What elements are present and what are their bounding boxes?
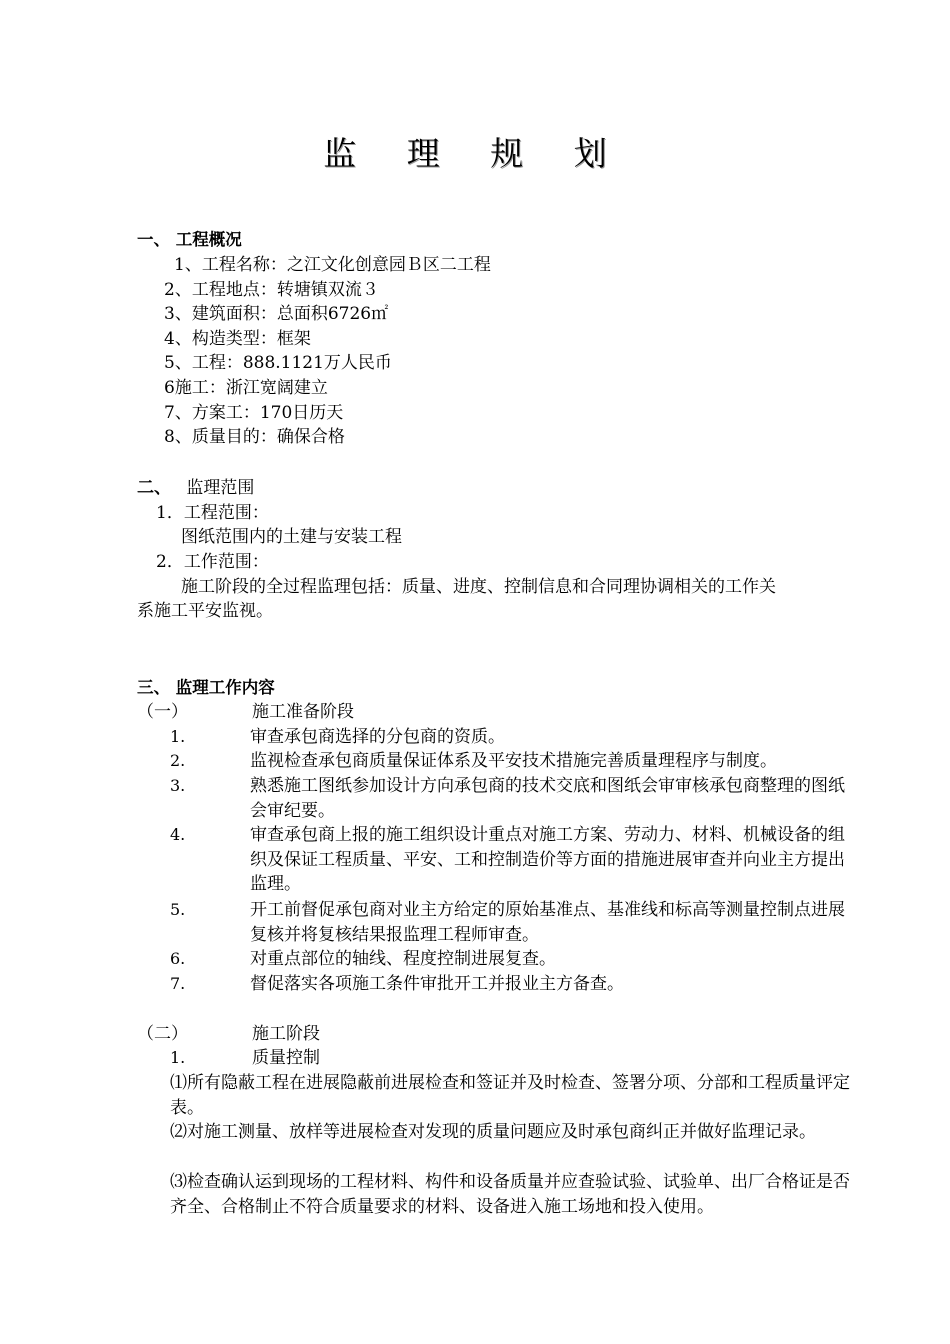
item-number: 3. [170,776,186,795]
list-item: 熟悉施工图纸参加设计方向承包商的技术交底和图纸会审审核承包商整理的图纸会审纪要。 [250,776,845,821]
job-scope-text: 系施工平安监视。 [137,601,273,621]
page-title: 监 理 规 划 [323,134,627,173]
part-1-title: 施工准备阶段 [252,702,354,722]
project-item: 8、质量目的：确保合格 [164,427,345,447]
quality-control-title: 质量控制 [252,1048,320,1068]
item-number: 4. [170,825,186,844]
paragraph: ⑴所有隐蔽工程在进展隐蔽前进展检查和签证并及时检查、签署分项、分部和工程质量评定表。 [170,1073,850,1118]
list-item: 监视检查承包商质量保证体系及平安技术措施完善质量理程序与制度。 [250,751,777,771]
list-item: 审查承包商选择的分包商的资质。 [250,727,505,747]
project-item: 6施工：浙江宽阔建立 [164,378,328,398]
job-scope-label: 2．工作范围： [156,552,269,572]
list-item: 对重点部位的轴线、程度控制进展复查。 [250,949,556,969]
part-2-label: （二） [137,1024,188,1044]
list-item: 开工前督促承包商对业主方给定的原始基准点、基准线和标高等测量控制点进展复核并将复核结果报监理工程师审查。 [250,900,845,945]
project-item: 5、工程：888.1121万人民币 [164,353,392,373]
paragraph: ⑵对施工测量、放样等进展检查对发现的质量问题应及时承包商纠正并做好监理记录。 [170,1122,816,1142]
item-number: 7. [170,974,186,993]
section-1-heading: 一、 工程概况 [137,230,242,249]
item-number: 1. [170,1048,186,1067]
part-2-title: 施工阶段 [252,1024,320,1044]
project-item: 4、构造类型：框架 [164,329,311,349]
part-1-label: （一） [137,702,188,722]
project-item: 2、工程地点：转塘镇双流３ [164,280,379,300]
item-number: 2. [170,751,186,770]
list-item: 督促落实各项施工条件审批开工并报业主方备查。 [250,974,624,994]
work-scope-text: 图纸范围内的土建与安装工程 [181,527,402,547]
project-item: 1、工程名称：之江文化创意园Ｂ区二工程 [174,255,491,275]
section-3-heading: 三、 监理工作内容 [137,678,275,697]
project-item: 7、方案工：170日历天 [164,403,344,423]
item-number: 6. [170,949,186,968]
list-item: 审查承包商上报的施工组织设计重点对施工方案、劳动力、材料、机械设备的组织及保证工程质量、平安、工和控制造价等方面的措施进展审查并向业主方提出监理。 [250,825,845,894]
job-scope-text: 施工阶段的全过程监理包括：质量、进度、控制信息和合同理协调相关的工作关 [181,577,776,597]
item-number: 1. [170,727,186,746]
work-scope-label: 1．工程范围： [156,503,269,523]
paragraph: ⑶检查确认运到现场的工程材料、构件和设备质量并应查验试验、试验单、出厂合格证是否齐全、合格制止不符合质量要求的材料、设备进入施工场地和投入使用。 [170,1172,850,1217]
item-number: 5. [170,900,186,919]
project-item: 3、建筑面积：总面积6726㎡ [164,304,389,324]
section-2-heading: 二、 监理范围 [137,478,255,498]
